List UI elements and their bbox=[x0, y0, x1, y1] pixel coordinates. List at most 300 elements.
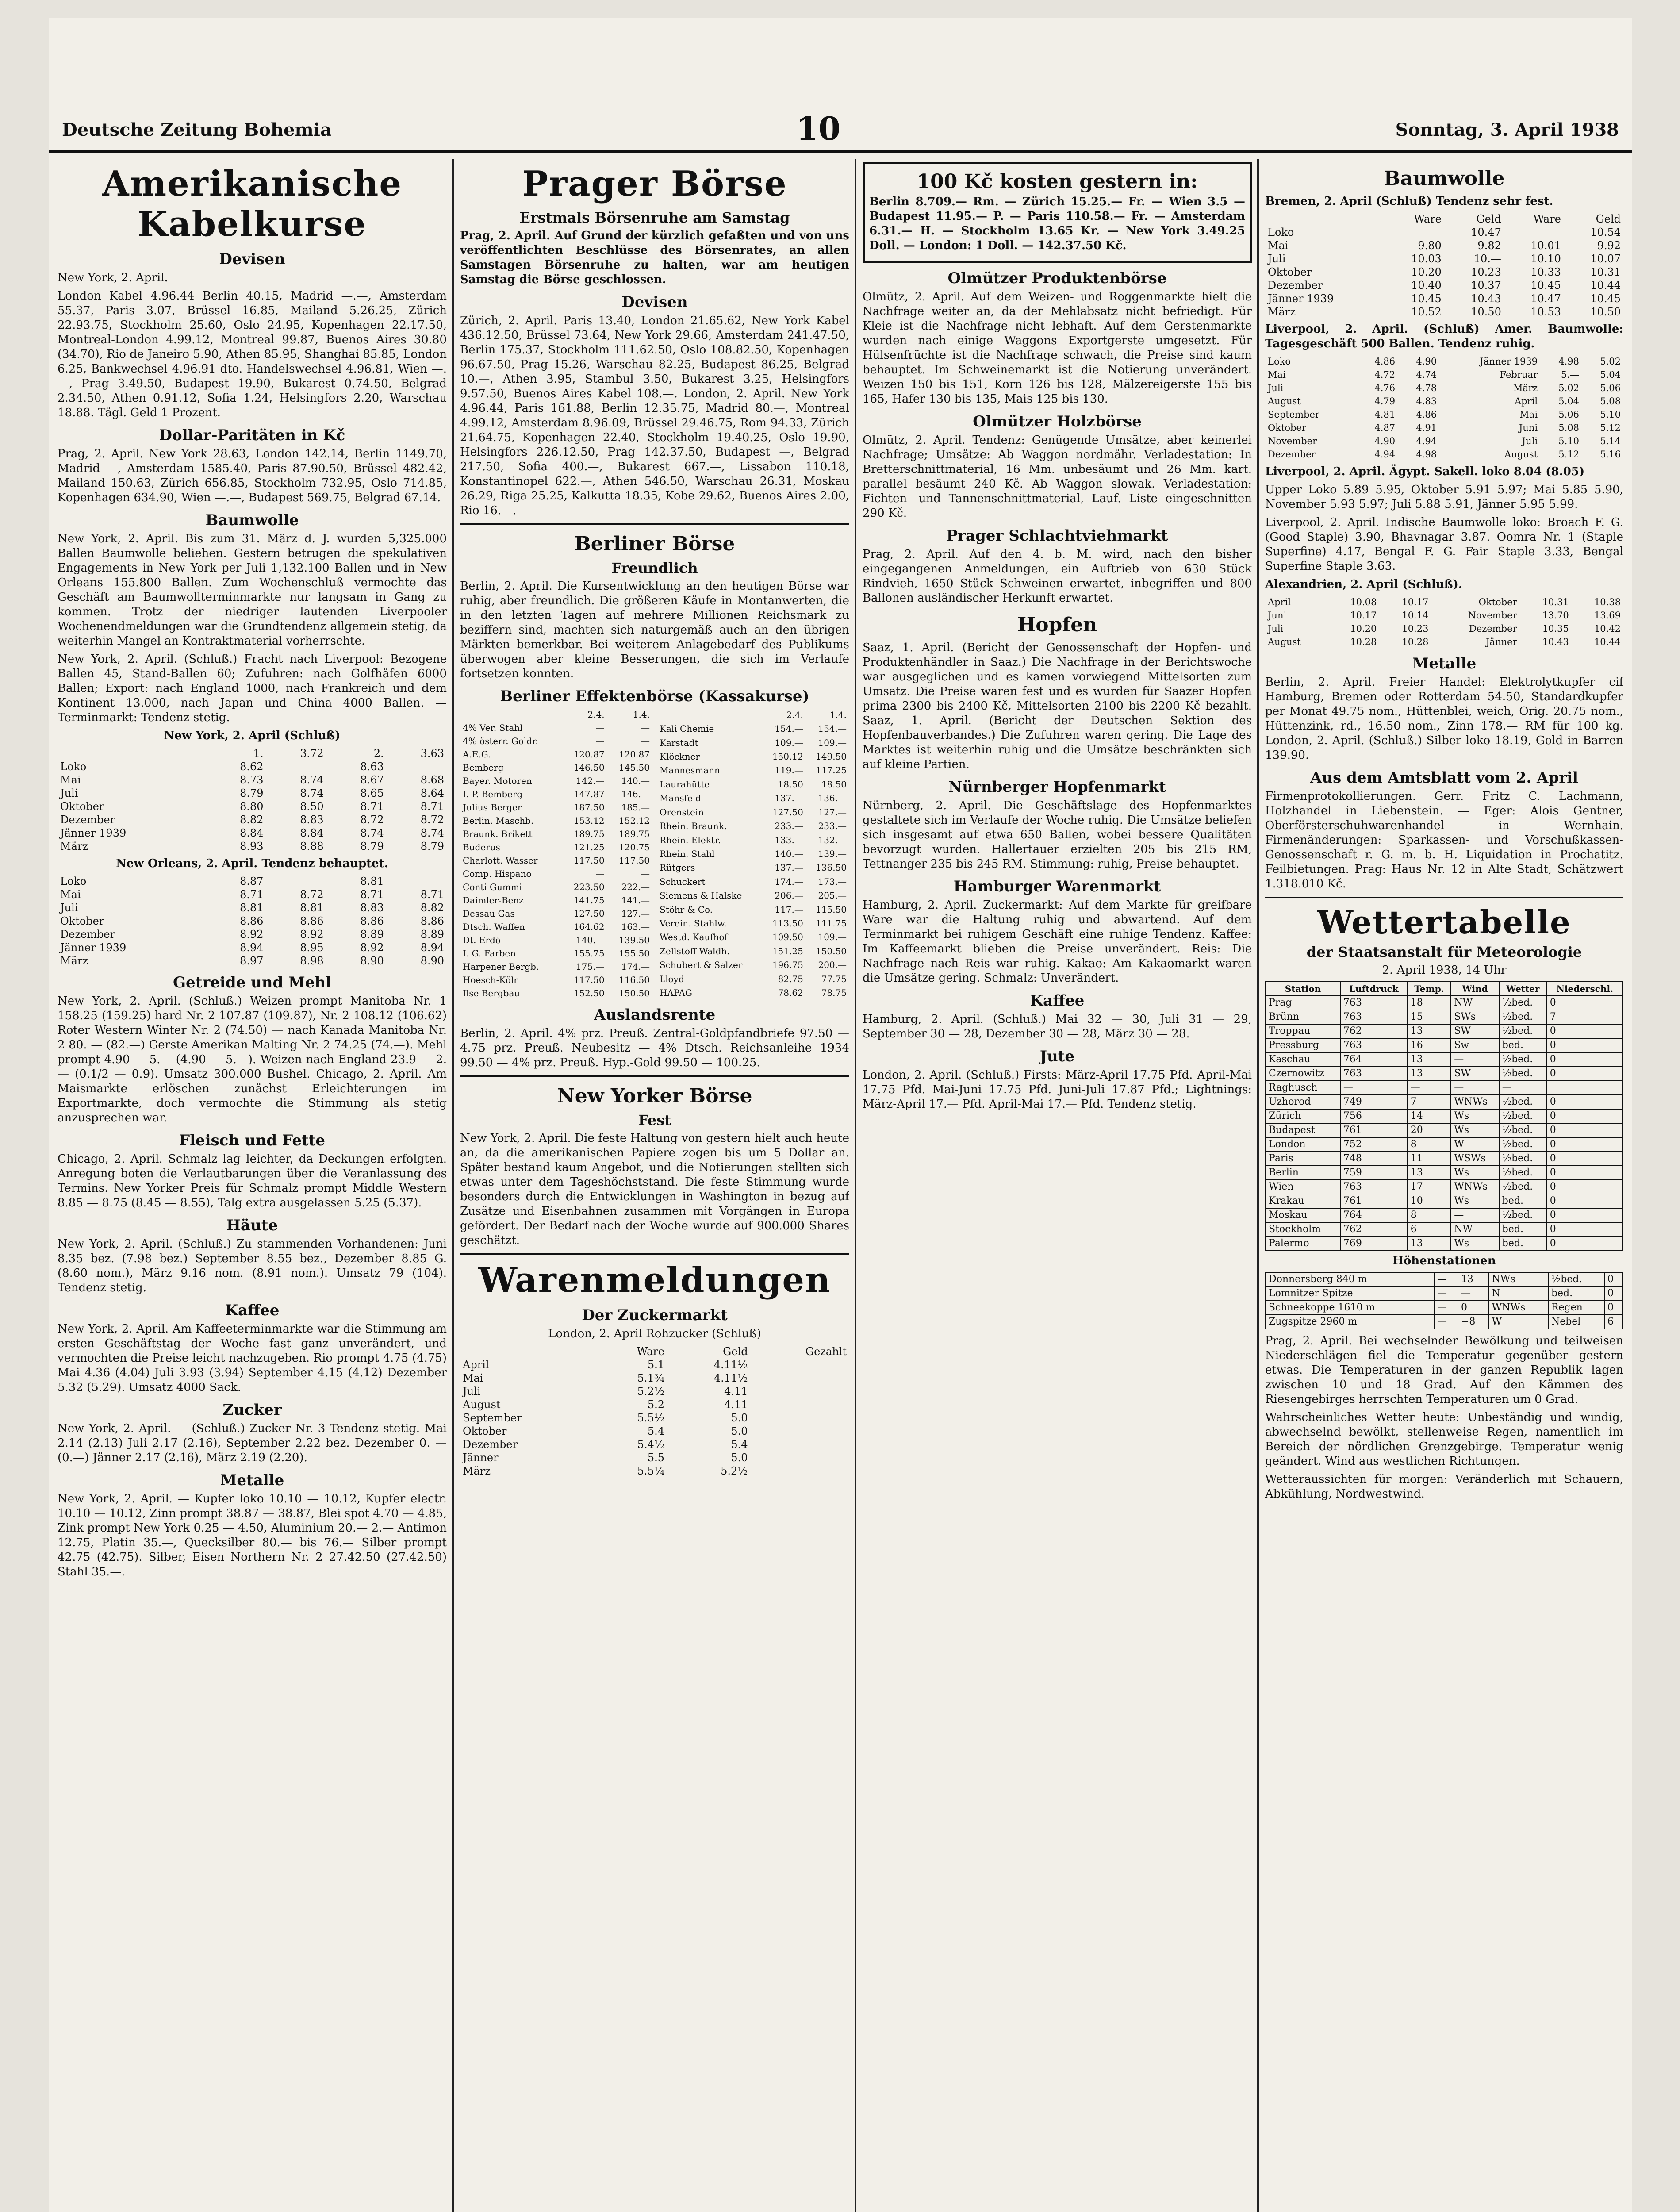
table-cell: 11 bbox=[1408, 1152, 1451, 1166]
table-row bbox=[460, 1371, 849, 1385]
table-cell: 13 bbox=[1458, 1272, 1489, 1286]
table-cell: 8.92 bbox=[300, 928, 324, 941]
table-cell: — bbox=[1451, 1208, 1499, 1222]
table-cell: 0 bbox=[1547, 1095, 1623, 1109]
table-cell: 8.68 bbox=[420, 774, 444, 786]
table-cell: 117.50 bbox=[573, 975, 605, 985]
table-cell: 10.28 bbox=[1350, 637, 1377, 647]
table-cell: N bbox=[1488, 1286, 1548, 1301]
lead-headline: Fest bbox=[638, 1112, 671, 1129]
table-cell: 13 bbox=[1408, 1052, 1451, 1067]
table-cell: Oktober bbox=[463, 1425, 507, 1437]
table-cell: 8.71 bbox=[240, 888, 264, 901]
table-cell: 10.45 bbox=[1590, 292, 1621, 305]
table-row bbox=[1265, 212, 1623, 226]
weather-title: Wettertabelle bbox=[1317, 903, 1571, 941]
paragraph: London Kabel 4.96.44 Berlin 40.15, Madrid —.—, Amsterdam 55.37, Paris 3.07, Brüssel 16.85, Mailand 5.26.25, Zürich 22.93.75, Stockholm 25.60, Oslo 24.95, Kopenhagen 22.17.50, Montreal-London 4.99.12, Montreal 99.87, Buenos Aires 30.80 (34.70), Rio de Janeiro 5.90, Athen 85.95, Shanghai 85.85, London 6.25, Bankwechsel 4.96.91 dto. Handelswechsel 4.96.81, Wien —.—, Prag 3.49.50, Budapest 19.90, Bukarest 0.74.50, Belgrad 2.34.50, Athen 0.91.12, Sofia 1.24, Helsingfors 2.20, Warschau 18.88. Tägl. Geld 1 Prozent. bbox=[58, 289, 447, 419]
table-cell: 4.11½ bbox=[713, 1372, 748, 1384]
table-cell: I. P. Bemberg bbox=[463, 789, 523, 799]
table-cell: 150.50 bbox=[816, 945, 847, 956]
table-cell: 7 bbox=[1408, 1095, 1451, 1109]
table-cell: Budapest bbox=[1266, 1123, 1340, 1137]
table-cell: 10.35 bbox=[1542, 623, 1569, 634]
table-cell: 117.— bbox=[775, 904, 803, 915]
table-row bbox=[1266, 1137, 1623, 1152]
table-cell: 136.— bbox=[818, 793, 847, 804]
table-cell: Dezember bbox=[1268, 279, 1323, 292]
table-cell: Dessau Gas bbox=[463, 908, 515, 919]
table-cell: 5.1¾ bbox=[637, 1372, 665, 1384]
table-cell: 0 bbox=[1547, 1109, 1623, 1123]
weather-date: 2. April 1938, 14 Uhr bbox=[1382, 964, 1507, 977]
table-heading: Bremen, 2. April (Schluß) Tendenz sehr fest. bbox=[1265, 195, 1553, 208]
table-cell bbox=[266, 875, 326, 888]
table-cell: — bbox=[595, 736, 605, 746]
table-row bbox=[58, 941, 447, 954]
paragraph: New York, 2. April. (Schluß.) Zu stammenden Vorhandenen: Juni 8.35 bez. (7.98 bez.) September 8.55 bez., Dezember 8.85 G. (8.60 nom.), März 9.16 nom. (8.91 nom.). Umsatz 79 (104). Tendenz stetig. bbox=[58, 1237, 447, 1294]
table-cell: 5.08 bbox=[1558, 422, 1579, 433]
table-cell: 137.— bbox=[775, 862, 803, 873]
table-cell: 4.76 bbox=[1374, 383, 1396, 393]
table-cell: 4.11 bbox=[724, 1385, 748, 1398]
paragraph: Prag, 2. April. Auf Grund der kürzlich gefaßten und von uns veröffentlichten Beschlüsse des Börsenrates, an allen Samstagen Börsenruhe zu halten, war am heutigen Samstag die Börse geschlossen. bbox=[460, 229, 849, 286]
table-cell: 18.50 bbox=[778, 779, 803, 790]
table-row bbox=[460, 987, 652, 1000]
table-cell: 10.42 bbox=[1594, 623, 1621, 634]
subheading: Getreide und Mehl bbox=[173, 974, 332, 991]
table-cell: Schneekoppe 1610 m bbox=[1266, 1301, 1434, 1315]
paragraph: New York, 2. April. — Kupfer loko 10.10 — 10.12, Kupfer electr. 10.10 — 10.12, Zinn prompt 38.87 — 38.87, Blei spot 4.70 — 4.85, Zink prompt New York 0.25 — 4.50, Aluminium 20.— 2.— Antimon 12.75, Platin 35.—, Quecksilber 80.— bis 76.— Silber prompt 42.75 (42.75). Silber, Eisen Northern Nr. 2 27.42.50 (27.42.50) Stahl 35.—. bbox=[58, 1492, 447, 1578]
table-row bbox=[657, 986, 849, 1000]
table-cell: Rhein. Braunk. bbox=[660, 821, 727, 832]
table-cell: ½bed. bbox=[1499, 1052, 1547, 1067]
table-cell: 8.80 bbox=[240, 800, 264, 813]
table-cell: 8.74 bbox=[300, 774, 324, 786]
table-row bbox=[58, 813, 447, 826]
table-row bbox=[460, 907, 652, 920]
table-cell: 150.50 bbox=[619, 988, 650, 998]
table-cell: 155.75 bbox=[573, 948, 605, 959]
table-row bbox=[1266, 1194, 1623, 1208]
table-cell: 4% Ver. Stahl bbox=[463, 722, 523, 733]
table-cell: 8.81 bbox=[240, 902, 264, 914]
table-cell: Dezember bbox=[1469, 623, 1517, 634]
table-cell: Jänner 1939 bbox=[60, 941, 127, 954]
paragraph: New York, 2. April. Am Kaffeeterminmarkte war die Stimmung am ersten Geschäftstag der Woche fast ganz unverändert, und vermochten die Preise leicht nachzugeben. Rio prompt 4.75 (4.75) Mai 4.36 (4.04) Juli 3.93 (3.94) September 4.15 (4.12) Dezember 5.32 (5.29). Umsatz 4000 Sack. bbox=[58, 1322, 447, 1394]
table-cell: Mai bbox=[1268, 369, 1286, 380]
table-row bbox=[460, 801, 652, 814]
table-cell bbox=[387, 760, 447, 773]
table-cell: 10.03 bbox=[1411, 253, 1442, 265]
table-cell: bed. bbox=[1499, 1222, 1547, 1237]
table-row bbox=[460, 734, 652, 748]
table-cell: — bbox=[1434, 1286, 1458, 1301]
subheading: Olmützer Produktenbörse bbox=[947, 269, 1167, 287]
table-cell: 109.— bbox=[818, 932, 847, 943]
table-row bbox=[657, 736, 849, 749]
table-cell: 6 bbox=[1408, 1222, 1451, 1237]
table-cell bbox=[751, 1451, 849, 1464]
table-cell bbox=[751, 1371, 849, 1385]
table-row bbox=[1265, 239, 1623, 252]
table-cell: 10.43 bbox=[1542, 637, 1569, 647]
table-cell: Charlott. Wasser bbox=[463, 855, 538, 866]
table-cell: 14 bbox=[1408, 1109, 1451, 1123]
table-cell: 4.11½ bbox=[713, 1359, 748, 1371]
table-row bbox=[58, 954, 447, 968]
table-row bbox=[460, 894, 652, 907]
table-cell: 18 bbox=[1408, 996, 1451, 1010]
alexandria-table bbox=[1265, 595, 1623, 649]
table-cell: 10.20 bbox=[1350, 623, 1377, 634]
table-cell: 154.— bbox=[818, 723, 847, 734]
table-cell: 8.65 bbox=[360, 787, 384, 799]
table-row bbox=[1265, 226, 1623, 239]
table-cell: Berlin. Maschb. bbox=[463, 815, 534, 826]
table-cell: WNWs bbox=[1451, 1095, 1499, 1109]
table-row bbox=[657, 708, 849, 722]
paragraph: Hamburg, 2. April. Zuckermarkt: Auf dem Markte für greifbare Ware war die Haltung ruhig und abwartend. Auf dem Terminmarkt bei ruhigem Geschäft eine ruhige Tendenz. Kaffee: Im Kaffeemarkt blieben die Preise unverändert. Reis: Die Nachfrage nach Reis war ruhig. Kakao: Am Kakaomarkt waren die Umsätze gering. Schmalz: Unverändert. bbox=[863, 899, 1252, 985]
subheading: Devisen bbox=[621, 293, 688, 311]
table-cell: Jänner 1939 bbox=[1268, 292, 1334, 305]
column-header: Wetter bbox=[1499, 982, 1547, 996]
table-cell: 141.75 bbox=[573, 895, 605, 906]
table-cell: ½bed. bbox=[1548, 1272, 1604, 1286]
table-cell: Karstadt bbox=[660, 737, 698, 748]
table-cell: 8.82 bbox=[240, 814, 264, 826]
paragraph: Chicago, 2. April. Schmalz lag leichter, da Deckungen erfolgten. Anregung boten die Verlautbarungen über die Veranlassung des Termins. New Yorker Preis für Schmalz prompt Middle Western 8.85 — 8.75 (8.45 — 8.55), Talg extra ausgelassen 5.25 (5.37). bbox=[58, 1152, 447, 1210]
table-heading: New York, 2. April (Schluß) bbox=[164, 729, 341, 742]
table-cell: Ws bbox=[1451, 1123, 1499, 1137]
table-row bbox=[1265, 635, 1623, 649]
table-cell: Orenstein bbox=[660, 806, 704, 818]
table-cell: Juli bbox=[1522, 436, 1538, 446]
table-cell: ½bed. bbox=[1499, 1024, 1547, 1038]
table-cell: Mai bbox=[1268, 239, 1289, 252]
table-cell: Oktober bbox=[60, 800, 104, 813]
table-cell: 139.— bbox=[818, 848, 847, 859]
column-rule bbox=[1257, 159, 1259, 2212]
table-cell: 8.71 bbox=[360, 800, 384, 813]
table-cell: 9.82 bbox=[1477, 239, 1501, 252]
table-cell: 10.10 bbox=[1530, 253, 1561, 265]
paragraph: Upper Loko 5.89 5.95, Oktober 5.91 5.97; Mai 5.85 5.90, November 5.93 5.97; Juli 5.88 5.91, Jänner 5.95 5.99. bbox=[1265, 483, 1623, 511]
paragraph: New York, 2. April. — (Schluß.) Zucker Nr. 3 Tendenz stetig. Mai 2.14 (2.13) Juli 2.17 (2.16), September 2.22 bez. Dezember 0. — (0.—) Jänner 2.17 (2.16), März 2.19 (2.20). bbox=[58, 1422, 447, 1464]
subheading: Nürnberger Hopfenmarkt bbox=[948, 778, 1166, 796]
table-cell: — bbox=[1434, 1272, 1458, 1286]
table-cell: Schubert & Salzer bbox=[660, 960, 743, 971]
table-cell: April bbox=[1514, 396, 1538, 407]
table-cell: 151.25 bbox=[772, 945, 803, 956]
table-cell: 13.69 bbox=[1594, 610, 1621, 621]
table-cell bbox=[387, 875, 447, 888]
table-cell: Zugspitze 2960 m bbox=[1266, 1315, 1434, 1329]
table-cell: Stöhr & Co. bbox=[660, 904, 713, 915]
table-cell: ½bed. bbox=[1499, 1180, 1547, 1194]
table-cell bbox=[266, 760, 326, 773]
table-cell: 8.87 bbox=[240, 875, 264, 887]
table-cell: bed. bbox=[1499, 1237, 1547, 1251]
table-cell: 0 bbox=[1547, 996, 1623, 1010]
table-cell: 8.84 bbox=[300, 827, 324, 839]
table-cell: 233.— bbox=[818, 821, 847, 832]
table-cell: Julius Berger bbox=[463, 802, 522, 813]
column-rule bbox=[855, 159, 856, 2212]
table-cell: 5.5½ bbox=[637, 1412, 665, 1424]
table-row bbox=[460, 1425, 849, 1438]
table-cell: 10.07 bbox=[1590, 253, 1621, 265]
table-cell bbox=[58, 747, 206, 760]
table-cell: 78.62 bbox=[778, 987, 803, 998]
table-cell: Ilse Bergbau bbox=[463, 988, 520, 998]
table-cell: 8.50 bbox=[300, 800, 324, 813]
table-cell: 0 bbox=[1547, 1208, 1623, 1222]
table-cell: 10.23 bbox=[1402, 623, 1429, 634]
table-cell: 163.— bbox=[621, 922, 650, 932]
table-cell: 5.4½ bbox=[637, 1438, 665, 1451]
table-cell: 4.78 bbox=[1416, 383, 1437, 393]
table-cell: 147.87 bbox=[573, 789, 605, 799]
table-cell: 4.86 bbox=[1416, 409, 1437, 420]
table-cell: 109.— bbox=[818, 737, 847, 748]
table-cell: 0 bbox=[1547, 1222, 1623, 1237]
table-cell: 10.47 bbox=[1530, 292, 1561, 305]
table-cell: 0 bbox=[1547, 1123, 1623, 1137]
table-cell: 0 bbox=[1604, 1301, 1623, 1315]
table-cell: 761 bbox=[1340, 1194, 1408, 1208]
table-cell: 5.08 bbox=[1600, 396, 1621, 407]
table-cell bbox=[751, 1464, 849, 1478]
table-cell: 5.06 bbox=[1558, 409, 1579, 420]
table-row bbox=[1266, 1315, 1623, 1329]
table-cell: 142.— bbox=[576, 776, 605, 786]
table-cell: — bbox=[1434, 1301, 1458, 1315]
table-cell: 769 bbox=[1340, 1237, 1408, 1251]
table-cell: — bbox=[1458, 1286, 1489, 1301]
masthead-left: Deutsche Zeitung Bohemia bbox=[62, 119, 332, 140]
table-cell: NW bbox=[1451, 996, 1499, 1010]
table-cell: Jänner bbox=[463, 1452, 499, 1464]
new-orleans-table bbox=[58, 875, 447, 968]
page-number: 10 bbox=[796, 110, 841, 147]
paragraph: Hamburg, 2. April. (Schluß.) Mai 32 — 30, Juli 31 — 29, September 30 — 28, Dezember 30 — 28, März 30 — 28. bbox=[863, 1013, 1252, 1041]
table-cell: März bbox=[1513, 383, 1538, 393]
table-cell: Czernowitz bbox=[1266, 1067, 1340, 1081]
table-cell: 173.— bbox=[818, 876, 847, 887]
table-cell: 10.23 bbox=[1471, 266, 1501, 278]
table-cell bbox=[1265, 212, 1385, 226]
table-cell: 10.01 bbox=[1530, 239, 1561, 252]
table-cell: Oktober bbox=[60, 915, 104, 927]
table-cell: 8.63 bbox=[360, 760, 384, 773]
table-cell: 4.94 bbox=[1416, 436, 1437, 446]
table-cell: 763 bbox=[1340, 996, 1408, 1010]
table-cell: Kali Chemie bbox=[660, 723, 714, 734]
column-header: Wind bbox=[1451, 982, 1499, 996]
table-row bbox=[58, 773, 447, 787]
table-cell: Dt. Erdöl bbox=[463, 935, 504, 945]
table-row bbox=[1266, 1301, 1623, 1315]
table-cell: 8.81 bbox=[300, 902, 324, 914]
table-cell: 4.87 bbox=[1374, 422, 1396, 433]
table-row bbox=[58, 826, 447, 840]
table-cell: 120.87 bbox=[619, 749, 650, 760]
table-row bbox=[657, 930, 849, 944]
table-cell: 120.75 bbox=[619, 842, 650, 853]
table-cell: Ws bbox=[1451, 1194, 1499, 1208]
table-cell: Kaschau bbox=[1266, 1052, 1340, 1067]
table-cell: 6 bbox=[1604, 1315, 1623, 1329]
table-cell: 140.— bbox=[576, 935, 605, 945]
table-cell: 189.75 bbox=[573, 829, 605, 839]
subheading: Baumwolle bbox=[205, 511, 299, 529]
table-cell: ½bed. bbox=[1499, 1067, 1547, 1081]
table-cell: 0 bbox=[1547, 1180, 1623, 1194]
table-cell: 748 bbox=[1340, 1152, 1408, 1166]
table-cell: 0 bbox=[1547, 1237, 1623, 1251]
table-cell: 0 bbox=[1547, 1052, 1623, 1067]
mountain-stations-table bbox=[1265, 1272, 1623, 1329]
table-cell: Jänner 1939 bbox=[1480, 356, 1538, 367]
table-row bbox=[1265, 305, 1623, 319]
table-cell: 8.86 bbox=[240, 915, 264, 927]
table-cell: 78.75 bbox=[821, 987, 847, 998]
table-row bbox=[1266, 1166, 1623, 1180]
table-row bbox=[1266, 1095, 1623, 1109]
page-header bbox=[49, 102, 1632, 153]
table-cell: 5.4 bbox=[647, 1425, 665, 1437]
subheading: Fleisch und Fette bbox=[179, 1132, 325, 1149]
table-cell bbox=[460, 1345, 597, 1358]
table-cell bbox=[1504, 226, 1564, 239]
table-cell: 5.06 bbox=[1600, 383, 1621, 393]
table-cell: 174.— bbox=[621, 961, 650, 972]
table-cell bbox=[751, 1358, 849, 1371]
table-cell: Brünn bbox=[1266, 1010, 1340, 1024]
paragraph: Nürnberg, 2. April. Die Geschäftslage des Hopfenmarktes gestaltete sich im Verlaufe der Woche ruhig. Die Umsätze beliefen sich insgesamt auf etwa 650 Ballen, wobei bessere Qualitäten bevorzugt wurden. Hallertauer erzielten 205 bis 215 RM, Tettnanger 235 bis 245 RM. Stimmung: ruhig, Preise behauptet. bbox=[863, 799, 1252, 871]
column-3 bbox=[863, 159, 1252, 2212]
table-cell: 10.52 bbox=[1411, 306, 1442, 318]
table-cell: 141.— bbox=[621, 895, 650, 906]
table-row bbox=[460, 761, 652, 774]
table-row bbox=[58, 747, 447, 760]
table-cell: −8 bbox=[1458, 1315, 1489, 1329]
paragraph: Wahrscheinliches Wetter heute: Unbeständig und windig, abwechselnd bewölkt, stellenweise Regen, namentlich im Bereich der nördlichen Grenzgebirge. Temperatur wenig geändert. Wind aus westlichen Richtungen. bbox=[1265, 1411, 1623, 1468]
table-cell: 761 bbox=[1340, 1123, 1408, 1137]
table-cell: 8 bbox=[1408, 1208, 1451, 1222]
table-cell: 10.45 bbox=[1411, 292, 1442, 305]
table-cell: 0 bbox=[1547, 1067, 1623, 1081]
paragraph: Berlin, 2. April. Die Kursentwicklung an den heutigen Börse war ruhig, aber freundlich. Die größeren Käufe in Montanwerten, die in den letzten Tagen auf mehrere Millionen Reichsmark zu beziffern sind, machten sich naturgemäß auch an den übrigen Märkten bemerkbar. Bei weiterem Anlagebedarf des Publikums überwogen aber kleine Besserungen, die sich im Verlaufe fortsetzen konnten. bbox=[460, 580, 849, 680]
paragraph: Wetteraussichten für morgen: Veränderlich mit Schauern, Abkühlung, Nordwestwind. bbox=[1265, 1473, 1623, 1501]
table-cell: ½bed. bbox=[1499, 1123, 1547, 1137]
table-cell: 8.79 bbox=[240, 787, 264, 799]
table-cell: — bbox=[641, 868, 650, 879]
table-cell: 752 bbox=[1340, 1137, 1408, 1152]
table-cell: 10.54 bbox=[1590, 226, 1621, 238]
table-cell: Loko bbox=[1268, 356, 1291, 367]
table-cell: 5.14 bbox=[1600, 436, 1621, 446]
table-cell: 8.67 bbox=[360, 774, 384, 786]
table-cell: Dezember bbox=[60, 814, 115, 826]
table-row bbox=[1266, 1109, 1623, 1123]
table-cell: 4.94 bbox=[1374, 449, 1396, 460]
table-row bbox=[460, 841, 652, 854]
table-cell: 5.12 bbox=[1558, 449, 1579, 460]
separator bbox=[460, 1253, 849, 1255]
table-cell: 5.5 bbox=[647, 1452, 665, 1464]
table-cell: Geld bbox=[1476, 213, 1501, 225]
table-cell: 185.— bbox=[621, 802, 650, 813]
table-row bbox=[460, 1358, 849, 1371]
table-row bbox=[1266, 1010, 1623, 1024]
table-cell: 127.— bbox=[818, 806, 847, 818]
separator bbox=[460, 523, 849, 525]
table-row bbox=[460, 947, 652, 960]
table-cell: 5.02 bbox=[1600, 356, 1621, 367]
table-row bbox=[1265, 434, 1623, 448]
section-title: Hopfen bbox=[1017, 614, 1097, 636]
table-cell: 3.72 bbox=[300, 747, 324, 760]
table-cell: 1. bbox=[253, 747, 264, 760]
table-cell: 10.14 bbox=[1402, 610, 1429, 621]
table-cell: 0 bbox=[1458, 1301, 1489, 1315]
table-row bbox=[657, 875, 849, 888]
table-row bbox=[657, 888, 849, 902]
table-row bbox=[1265, 292, 1623, 305]
table-row bbox=[460, 933, 652, 947]
table-cell: 764 bbox=[1340, 1052, 1408, 1067]
table-cell: März bbox=[60, 840, 88, 853]
table-row bbox=[460, 1464, 849, 1478]
subheading: Metalle bbox=[1412, 655, 1477, 672]
table-cell: 5.10 bbox=[1558, 436, 1579, 446]
table-cell: 8.64 bbox=[420, 787, 444, 799]
table-cell: 109.50 bbox=[772, 932, 803, 943]
table-cell: 115.50 bbox=[816, 904, 847, 915]
table-cell: HAPAG bbox=[660, 987, 692, 998]
paragraph: Prag, 2. April. New York 28.63, London 142.14, Berlin 1149.70, Madrid —, Amsterdam 1585.40, Paris 87.90.50, Brüssel 482.42, Mailand 150.63, Zürich 656.85, Stockholm 732.95, Oslo 714.85, Kopenhagen 634.90, Wien —.—, Budapest 569.75, Belgrad 67.14. bbox=[58, 447, 447, 504]
table-cell: 762 bbox=[1340, 1024, 1408, 1038]
table-row bbox=[1266, 1038, 1623, 1052]
table-cell: 1.4. bbox=[633, 709, 650, 720]
table-cell: 8.94 bbox=[420, 941, 444, 954]
table-row bbox=[1266, 1237, 1623, 1251]
table-cell: — bbox=[595, 722, 605, 733]
table-heading: Alexandrien, 2. April (Schluß). bbox=[1265, 578, 1462, 591]
table-cell: Regen bbox=[1548, 1301, 1604, 1315]
table-cell: 8.81 bbox=[360, 875, 384, 887]
table-cell: Dezember bbox=[463, 1438, 518, 1451]
table-cell: 4.98 bbox=[1416, 449, 1437, 460]
table-cell: I. G. Farben bbox=[463, 948, 516, 959]
table-cell: 137.— bbox=[775, 793, 803, 804]
table-cell: Buderus bbox=[463, 842, 500, 853]
table-cell: 0 bbox=[1604, 1272, 1623, 1286]
table-cell: — bbox=[1434, 1315, 1458, 1329]
table-row bbox=[1266, 1208, 1623, 1222]
table-cell: 152.50 bbox=[573, 988, 605, 998]
table-cell: 155.50 bbox=[619, 948, 650, 959]
table-cell: — bbox=[1499, 1081, 1547, 1095]
table-cell: 223.50 bbox=[573, 882, 605, 892]
table-cell: Palermo bbox=[1266, 1237, 1340, 1251]
table-cell: 17 bbox=[1408, 1180, 1451, 1194]
table-cell: 0 bbox=[1547, 1137, 1623, 1152]
table-cell: Laurahütte bbox=[660, 779, 710, 790]
table-row bbox=[657, 819, 849, 833]
table-cell: 149.50 bbox=[816, 751, 847, 762]
